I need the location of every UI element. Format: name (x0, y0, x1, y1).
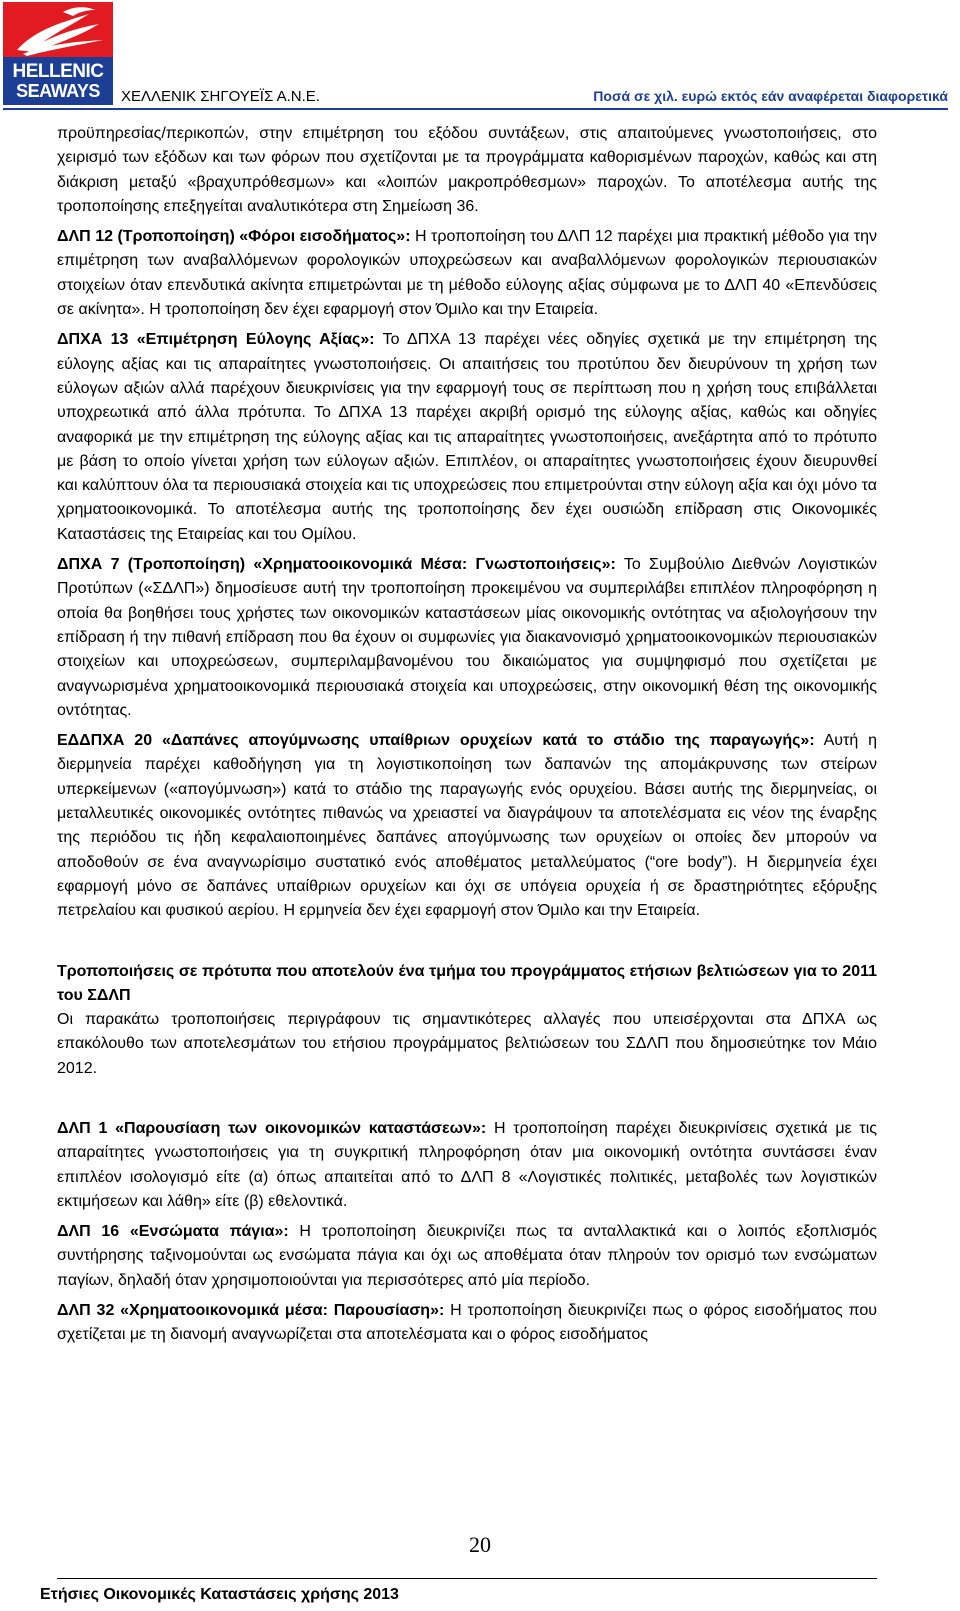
paragraph-title: ΔΛΠ 1 «Παρουσίαση των οικονομικών καταστάσεων»: (57, 1119, 487, 1137)
section-heading (57, 960, 877, 1009)
paragraph-ias-32 (57, 1299, 877, 1348)
hellenic-seaways-logo (3, 2, 113, 105)
logo-text-hellenic: HELLENIC (12, 61, 104, 82)
paragraph-ias-1 (57, 1117, 877, 1214)
report-title: Ετήσιες Οικονομικές Καταστάσεις χρήσης 2013 (40, 1586, 399, 1603)
paragraph-title: ΔΠΧΑ 7 (Τροποποίηση) «Χρηματοοικονομικά Μέσα: Γνωστοποιήσεις»: (57, 556, 616, 574)
paragraph-text: Η τροποποίηση διευκρινίζει πως τα ανταλλακτικά και ο λοιπός εξοπλισμός συντήρησης ταξινομούνται ως ενσώματα πάγια και όχι ως αποθέματα όταν πληρούν τον ορισμό των ενσώματων παγίων, δηλαδή όταν χρησιμοποιούνται για περισσότερες από μία περίοδο. (57, 1223, 877, 1289)
paragraph-ifrs-7 (57, 553, 877, 723)
paragraph-ifric-20 (57, 729, 877, 923)
paragraph-ias-16 (57, 1220, 877, 1293)
paragraph-title: ΔΛΠ 32 «Χρηματοοικονομικά μέσα: Παρουσίαση»: (57, 1302, 445, 1320)
paragraph-text: Το Συμβούλιο Διεθνών Λογιστικών Προτύπων («ΣΔΛΠ») δημοσίευσε αυτή την τροποποίηση προκειμένου να συμπεριλάβει επιπλέον πληροφόρηση η οποία θα βοηθήσει τους χρήστες των οικονομικών καταστάσεων μίας οικονομικής οντότητας να αξιολογήσουν την επίδραση ή την πιθανή επίδραση που θα έχουν οι συμφωνίες για διακανονισμό χρηματοοικονομικών περιουσιακών στοιχείων και υποχρεώσεων, συμπεριλαμβανομένου του δικαιώματος για συμψηφισμό που σχετίζεται με αναγνωρισμένα χρηματοοικονομικά περιουσιακά στοιχεία και υποχρεώσεις, στην οικονομική θέση της οικονομικής οντότητας. (57, 556, 878, 719)
paragraph-text: Αυτή η διερμηνεία παρέχει καθοδήγηση για τη λογιστικοποίηση των δαπανών της απομάκρυνσης των στείρων υπερκείμενων («απογύμνωση») κατά το στάδιο της παραγωγής ενός ορυχείου. Βάσει αυτής της διερμηνείας, οι μεταλλευτικές οικονομικές οντότητες πιθανώς να χρειαστεί να διαγράψουν τα αποτελέσματα εις νέον της έναρξης της περιόδου τις ήδη κεφαλαιοποιημένες δαπάνες απογύμνωσης των ορυχείων οι οποίες δεν μπορούν να αποδοθούν σε ένα αναγνωρίσιμο συστατικό ενός αποθέματος μεταλλεύματος (“ore body”). Η διερμηνεία έχει εφαρμογή μόνο σε δαπάνες υπαίθριων ορυχείων και όχι σε υπόγεια ορυχεία ή σε δραστηριότητες εξόρυξης πετρελαίου και φυσικού αερίου. Η ερμηνεία δεν έχει εφαρμογή στον Όμιλο και την Εταιρεία. (57, 732, 877, 920)
currency-note: Ποσά σε χιλ. ευρώ εκτός εάν αναφέρεται διαφορετικά (593, 88, 948, 104)
paragraph-title: ΕΔΔΠΧΑ 20 «Δαπάνες απογύμνωσης υπαίθριων ορυχείων κατά το στάδιο της παραγωγής»: (57, 732, 815, 750)
page-number: 20 (469, 1532, 491, 1557)
paragraph-continuation: προϋπηρεσίας/περικοπών, στην επιμέτρηση του εξόδου συντάξεων, στις απαιτούμενες γνωστοποιήσεις, στο χειρισμό των εξόδων και των φόρων που σχετίζονται με τα προγράμματα καθορισμένων παροχών, καθώς και στη διάκριση μεταξύ «βραχυπρόθεσμων» και «λοιπών μακροπρόθεσμων» παροχών. Το αποτέλεσμα αυτής της τροποποίησης επεξηγείται αναλυτικότερα στη Σημείωση 36. (57, 125, 877, 215)
paragraph-annual-improvements: Οι παρακάτω τροποποιήσεις περιγράφουν τις σημαντικότερες αλλαγές που υπεισέρχονται στα ΔΠΧΑ ως επακόλουθο των αποτελεσμάτων του ετήσιου προγράμματος βελτιώσεων του ΣΔΛΠ που δημοσιεύτηκε τον Μάιο 2012. (57, 1011, 877, 1077)
paragraph-text: Η τροποποίηση παρέχει διευκρινίσεις σχετικά με τις απαραίτητες γνωστοποιήσεις για τη συγκριτική πληροφόρηση όταν μια οικονομική οντότητα συντάσσει έναν επιπλέον ισολογισμό είτε (α) όπως απαιτείται από το ΔΛΠ 8 «Λογιστικές πολιτικές, μεταβολές των λογιστικών εκτιμήσεων και λάθη» είτε (β) εθελοντικά. (57, 1119, 878, 1210)
paragraph-text: Η τροποποίηση διευκρινίζει πως ο φόρος εισοδήματος που σχετίζεται με τη διανομή αναγνωρίζεται στα αποτελέσματα και ο φόρος εισοδήματος (57, 1302, 877, 1344)
paragraph-title: ΔΠΧΑ 13 «Επιμέτρηση Εύλογης Αξίας»: (57, 331, 375, 349)
paragraph-ifrs-13 (57, 328, 877, 547)
paragraph-text: Το ΔΠΧΑ 13 παρέχει νέες οδηγίες σχετικά με την επιμέτρηση της εύλογης αξίας και τις απαραίτητες γνωστοποιήσεις. Οι απαιτήσεις του προτύπου δεν διευρύνουν τη χρήση των εύλογων αξιών αλλά παρέχουν διευκρινίσεις για την εφαρμογή τους σε περίπτωση που η χρήση τους επιβάλλεται υποχρεωτικά από άλλα πρότυπα. Το ΔΠΧΑ 13 παρέχει ακριβή ορισμό της εύλογης αξίας, καθώς και οδηγίες αναφορικά με την επιμέτρηση της εύλογης αξίας και τις απαραίτητες γνωστοποιήσεις, ανεξάρτητα από το πρότυπο με βάση το οποίο γίνεται χρήση των εύλογων αξιών. Επιπλέον, οι απαραίτητες γνωστοποιήσεις έχουν διευρυνθεί και καλύπτουν όλα τα περιουσιακά στοιχεία και τις υποχρεώσεις που επιμετρούνται στην εύλογη αξία και όχι μόνο τα χρηματοοικονομικά. Το αποτέλεσμα αυτής της τροποποίησης δεν έχει ουσιώδη επίδραση στις Οικονομικές Καταστάσεις της Εταιρείας και του Ομίλου. (57, 331, 877, 543)
seahorse-emblem-icon (3, 2, 113, 58)
paragraph-text: Η τροποποίηση του ΔΛΠ 12 παρέχει μια πρακτική μέθοδο για την επιμέτρηση των αναβαλλόμενων φορολογικών υποχρεώσεων και αναβαλλόμενων φορολογικών περιουσιακών στοιχείων όταν επενδυτικά ακίνητα επιμετρώνται με τη μέθοδο εύλογης αξίας σύμφωνα με το ΔΛΠ 40 «Επενδύσεις σε ακίνητα». Η τροποποίηση δεν έχει εφαρμογή στον Όμιλο και την Εταιρεία. (57, 228, 878, 319)
company-name: ΧΕΛΛΕΝΙΚ ΣΗΓΟΥΕΪΣ Α.Ν.Ε. (121, 88, 320, 105)
header-divider (3, 108, 948, 110)
page-header (0, 0, 960, 110)
page-body (57, 122, 877, 1348)
logo-text-seaways: SEAWAYS (16, 81, 100, 101)
footer-divider (57, 1578, 877, 1579)
section-heading-text: Τροποποιήσεις σε πρότυπα που αποτελούν ένα τμήμα του προγράμματος ετήσιων βελτιώσεων για το 2011 του ΣΔΛΠ (57, 962, 877, 1004)
paragraph-ias-12 (57, 225, 877, 322)
paragraph-title: ΔΛΠ 16 «Ενσώματα πάγια»: (57, 1223, 289, 1241)
paragraph-title: ΔΛΠ 12 (Τροποποίηση) «Φόροι εισοδήματος»: (57, 228, 411, 246)
